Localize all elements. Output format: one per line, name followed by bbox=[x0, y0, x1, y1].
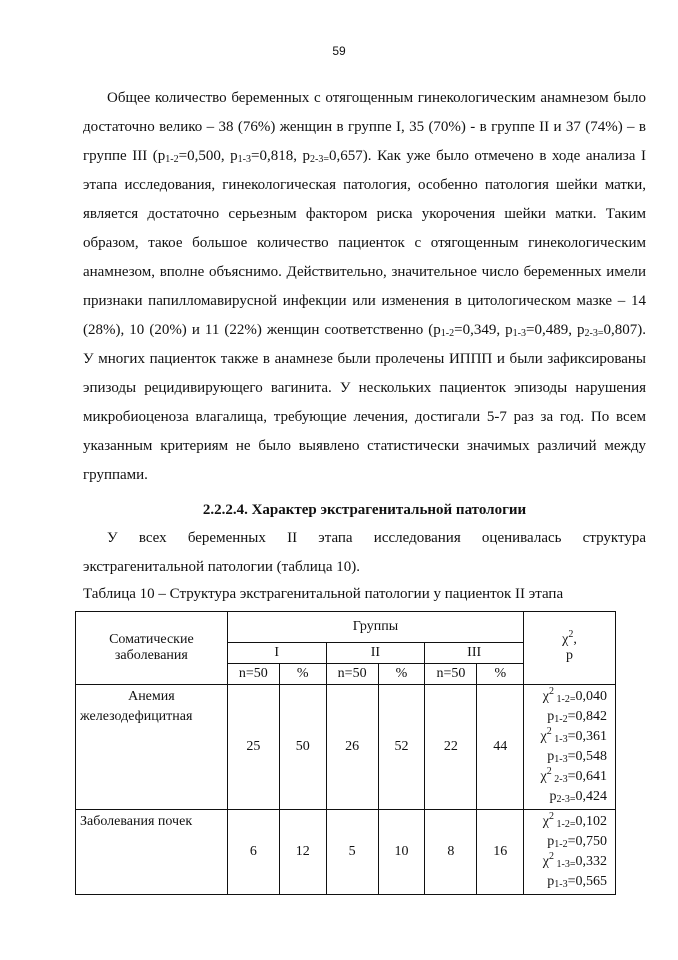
paragraph-gynecological-history: Общее количество беременных с отягощенным гинекологическим анамнезом было достаточно велико – 38 (76%) женщин в группе I, 35 (70%) - в группе II и 37 (74%) – в группе III ($p_{1-2}=0,500$, $p_{1-3}=0,818$, $p_{2-3=}0,657$). Как уже было отмечено в ходе анализа I этапа исследования, гинекологическая патология, особенно патология шейки матки, является достаточно серьезным фактором риска укорочения шейки матки. Таким образом, такое большое количество пациенток с отягощенным гинекологическим анамнезом, вполне объяснимо. Действительно, значительное число беременных имели признаки папилломавирусной инфекции или изменения в цитологическом мазке – 14 (28%), 10 (20%) и 11 (22%) женщин соответственно ($p_{1-2}=0,349$, $p_{1-3}=0,489$, $p_{2-3=}0,807$). У многих пациенток также в анамнезе были пролечены ИППП и были зафиксированы эпизоды рецидивирующего вагинита. У нескольких пациенток эпизоды нарушения микробиоценоза влагалища, требующие лечения, достигали 5-7 раз за год. По всем указанным критериям не было выявлено статистически значимых различий между группами. bbox=[83, 90, 646, 483]
cell-value: 12 bbox=[279, 810, 326, 895]
cell-value: 44 bbox=[477, 685, 524, 810]
header-stat: $\chi^2$, p bbox=[524, 612, 616, 685]
stat-line: $\chi^2$ $_{1-3=}$0,332 bbox=[542, 851, 607, 870]
header-pct: % bbox=[477, 664, 524, 685]
cell-value: 10 bbox=[378, 810, 425, 895]
cell-stats bbox=[524, 685, 616, 810]
stat-line: $p_{2-3=}0,424$ bbox=[549, 789, 607, 805]
table-row bbox=[76, 685, 616, 810]
table-row bbox=[76, 810, 616, 895]
header-n: n=50 bbox=[227, 664, 279, 685]
header-pct: % bbox=[279, 664, 326, 685]
page-number: 59 bbox=[332, 44, 346, 58]
disease-name: Анемия железодефицитная bbox=[76, 685, 228, 810]
disease-name: Заболевания почек bbox=[76, 810, 228, 895]
cell-value: 16 bbox=[477, 810, 524, 895]
cell-value: 26 bbox=[326, 685, 378, 810]
header-n: n=50 bbox=[425, 664, 477, 685]
cell-value: 50 bbox=[279, 685, 326, 810]
cell-value: 8 bbox=[425, 810, 477, 895]
section-heading: 2.2.2.4. Характер экстрагенитальной патологии bbox=[202, 502, 527, 518]
stat-line: $p_{1-2}=0,842$ bbox=[547, 709, 607, 725]
stat-line: $\chi^2$ $_{2-3}$=0,641 bbox=[540, 766, 607, 785]
header-pct: % bbox=[378, 664, 425, 685]
table-caption: Таблица 10 – Структура экстрагенитальной патологии у пациенток II этапа bbox=[83, 586, 564, 602]
stat-line: $\chi^2$ $_{1-2=}$0,040 bbox=[542, 686, 607, 705]
header-n: n=50 bbox=[326, 664, 378, 685]
table-10 bbox=[75, 611, 616, 895]
header-group-1: I bbox=[227, 643, 326, 664]
cell-value: 5 bbox=[326, 810, 378, 895]
header-groups: Группы bbox=[227, 612, 523, 643]
cell-value: 25 bbox=[227, 685, 279, 810]
cell-value: 6 bbox=[227, 810, 279, 895]
stat-line: $p_{1-2}=0,750$ bbox=[547, 834, 607, 850]
cell-stats bbox=[524, 810, 616, 895]
header-group-2: II bbox=[326, 643, 425, 664]
cell-value: 52 bbox=[378, 685, 425, 810]
stat-line: $\chi^2$ $_{1-2=}$0,102 bbox=[542, 811, 607, 830]
stat-line: $\chi^2$ $_{1-3}$=0,361 bbox=[540, 726, 607, 745]
stat-line: $p_{1-3}=0,548$ bbox=[547, 749, 607, 765]
header-disease: Соматические заболевания bbox=[76, 612, 228, 685]
paragraph-extragenital: У всех беременных II этапа исследования оценивалась структура экстрагенитальной патологии (таблица 10). bbox=[83, 530, 646, 575]
header-group-3: III bbox=[425, 643, 524, 664]
cell-value: 22 bbox=[425, 685, 477, 810]
stat-line: $p_{1-3}=0,565$ bbox=[547, 874, 607, 890]
